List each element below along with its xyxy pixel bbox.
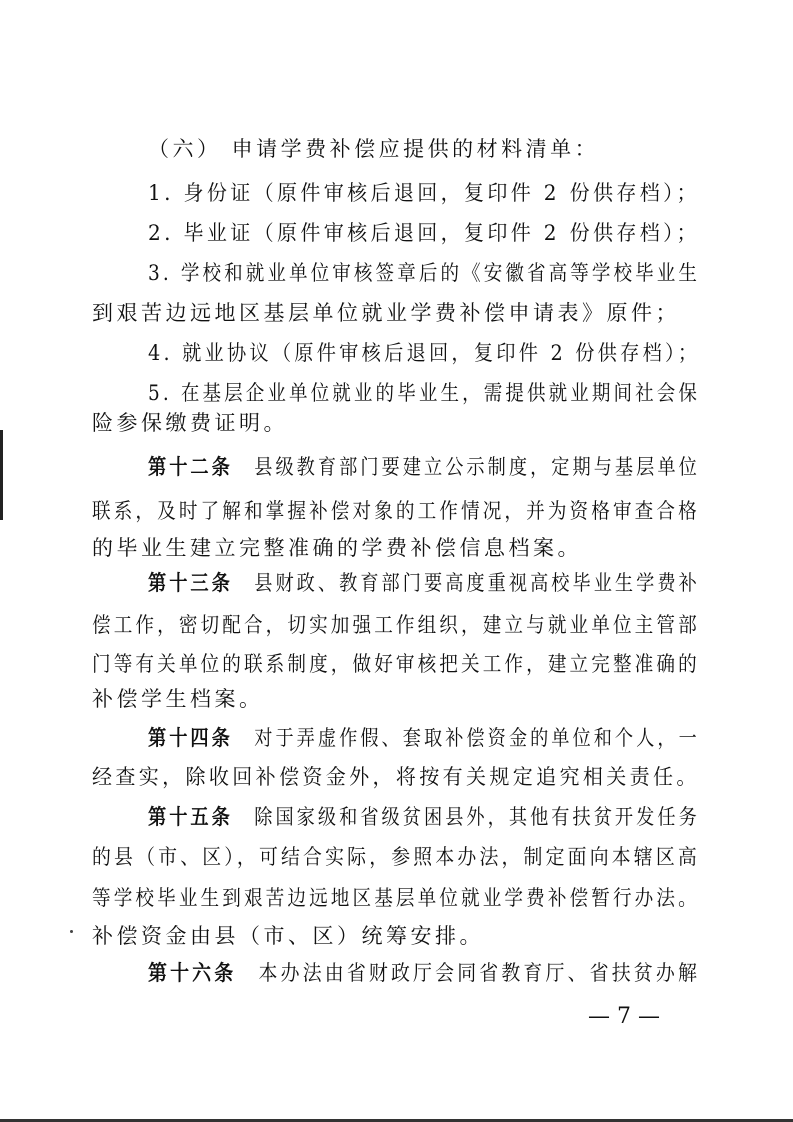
article-text: 对于弄虚作假、套取补偿资金的单位和个人，一	[254, 726, 700, 750]
article-15-line: 补偿资金由县（市、区）统筹安排。	[92, 924, 484, 948]
article-13-line: 补偿学生档案。	[92, 687, 264, 711]
list-item: 3. 学校和就业单位审核签章后的《安徽省高等学校毕业生	[148, 261, 701, 285]
article-text: 除国家级和省级贫困县外，其他有扶贫开发任务	[254, 805, 700, 829]
scan-speck	[70, 930, 73, 933]
article-label: 第十三条	[148, 571, 233, 595]
article-15-line: 的县（市、区），可结合实际，参照本办法，制定面向本辖区高	[92, 845, 700, 869]
list-item: 5. 在基层企业单位就业的毕业生，需提供就业期间社会保	[148, 381, 701, 405]
list-item-continuation: 险参保缴费证明。	[92, 411, 288, 435]
article-12-line: 的毕业生建立完整准确的学费补偿信息档案。	[92, 536, 582, 560]
article-15-line: 等学校毕业生到艰苦边远地区基层单位就业学费补偿暂行办法。	[92, 886, 700, 910]
article-13-line: 门等有关单位的联系制度，做好审核把关工作，建立完整准确的	[92, 652, 700, 676]
article-label: 第十四条	[148, 726, 233, 750]
list-item: 2. 毕业证（原件审核后退回，复印件 2 份供存档）；	[148, 221, 700, 245]
list-item: 1. 身份证（原件审核后退回，复印件 2 份供存档）；	[148, 181, 700, 205]
article-12-line: 联系，及时了解和掌握补偿对象的工作情况，并为资格审查合格	[92, 499, 700, 523]
page-number: — 7 —	[588, 1004, 660, 1029]
section-heading: （六） 申请学费补偿应提供的材料清单：	[148, 137, 600, 161]
article-label: 第十六条	[148, 961, 237, 985]
article-text: 县级教育部门要建立公示制度，定期与基层单位	[254, 455, 700, 479]
article-text: 县财政、教育部门要高度重视高校毕业生学费补	[254, 571, 700, 595]
article-14-line	[148, 723, 700, 753]
article-label: 第十二条	[148, 455, 233, 479]
article-13-line	[148, 568, 700, 598]
article-14-line: 经查实，除收回补偿资金外，将按有关规定追究相关责任。	[92, 765, 700, 789]
article-15-line	[148, 802, 700, 832]
article-16-line	[148, 958, 700, 988]
scan-edge-mark	[0, 430, 3, 520]
list-item-continuation: 到艰苦边远地区基层单位就业学费补偿申请表》原件；	[92, 301, 680, 325]
article-label: 第十五条	[148, 805, 233, 829]
list-item: 4. 就业协议（原件审核后退回，复印件 2 份供存档）；	[148, 341, 701, 365]
article-13-line: 偿工作，密切配合，切实加强工作组织，建立与就业单位主管部	[92, 613, 700, 637]
article-text: 本办法由省财政厅会同省教育厅、省扶贫办解	[258, 961, 701, 985]
article-12-line	[148, 452, 700, 482]
